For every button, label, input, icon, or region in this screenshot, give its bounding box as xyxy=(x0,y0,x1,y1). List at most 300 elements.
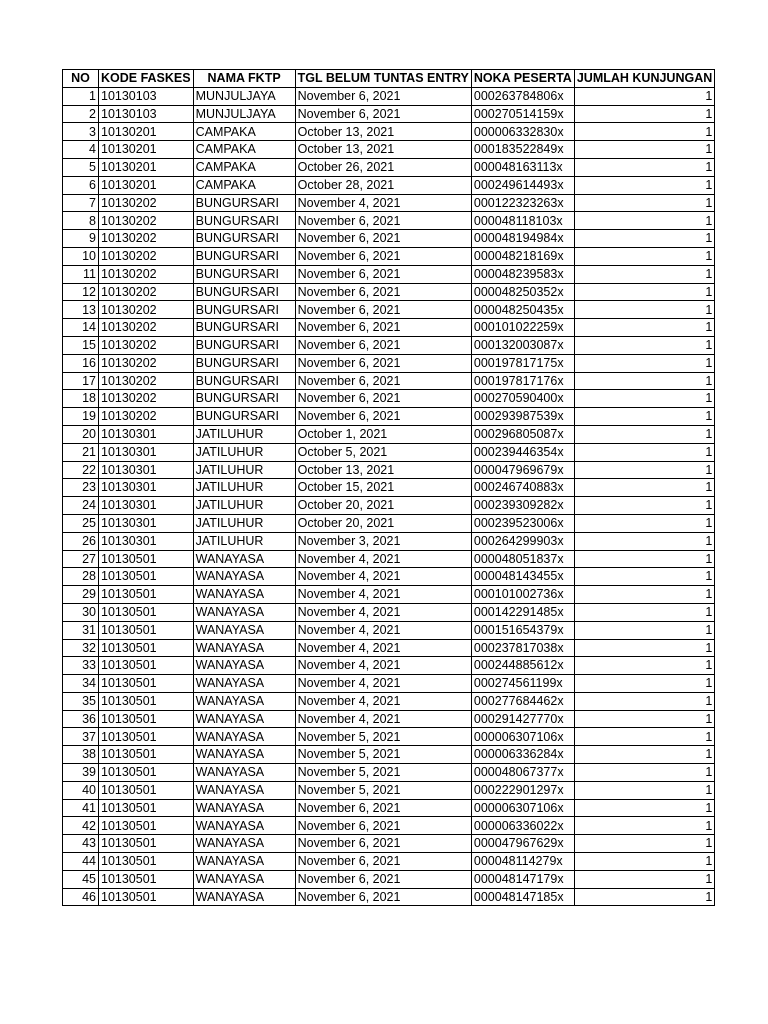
cell-kode-faskes: 10130501 xyxy=(99,835,194,853)
cell-no: 22 xyxy=(63,461,99,479)
header-noka-peserta: NOKA PESERTA xyxy=(471,70,574,88)
cell-nama-fktp: WANAYASA xyxy=(193,692,295,710)
cell-noka-peserta: 000263784806x xyxy=(471,87,574,105)
table-row xyxy=(63,123,715,141)
table-row xyxy=(63,746,715,764)
cell-jumlah-kunjungan: 1 xyxy=(574,123,714,141)
cell-jumlah-kunjungan: 1 xyxy=(574,194,714,212)
cell-no: 44 xyxy=(63,853,99,871)
cell-tgl-belum-tuntas-entry: November 6, 2021 xyxy=(295,817,471,835)
cell-nama-fktp: BUNGURSARI xyxy=(193,247,295,265)
cell-tgl-belum-tuntas-entry: November 6, 2021 xyxy=(295,390,471,408)
cell-no: 6 xyxy=(63,176,99,194)
cell-nama-fktp: WANAYASA xyxy=(193,888,295,906)
table-row xyxy=(63,817,715,835)
visit-table xyxy=(62,69,715,906)
table-row xyxy=(63,443,715,461)
cell-noka-peserta: 000101022259x xyxy=(471,319,574,337)
cell-kode-faskes: 10130103 xyxy=(99,105,194,123)
cell-nama-fktp: BUNGURSARI xyxy=(193,408,295,426)
cell-nama-fktp: WANAYASA xyxy=(193,817,295,835)
table-row xyxy=(63,497,715,515)
cell-tgl-belum-tuntas-entry: October 20, 2021 xyxy=(295,497,471,515)
cell-jumlah-kunjungan: 1 xyxy=(574,158,714,176)
cell-nama-fktp: CAMPAKA xyxy=(193,141,295,159)
cell-nama-fktp: JATILUHUR xyxy=(193,514,295,532)
cell-kode-faskes: 10130202 xyxy=(99,301,194,319)
cell-tgl-belum-tuntas-entry: November 6, 2021 xyxy=(295,870,471,888)
cell-kode-faskes: 10130202 xyxy=(99,194,194,212)
cell-no: 5 xyxy=(63,158,99,176)
cell-kode-faskes: 10130501 xyxy=(99,550,194,568)
cell-jumlah-kunjungan: 1 xyxy=(574,532,714,550)
cell-kode-faskes: 10130501 xyxy=(99,639,194,657)
cell-jumlah-kunjungan: 1 xyxy=(574,692,714,710)
cell-tgl-belum-tuntas-entry: November 5, 2021 xyxy=(295,728,471,746)
cell-kode-faskes: 10130501 xyxy=(99,781,194,799)
cell-jumlah-kunjungan: 1 xyxy=(574,372,714,390)
cell-jumlah-kunjungan: 1 xyxy=(574,212,714,230)
cell-tgl-belum-tuntas-entry: November 6, 2021 xyxy=(295,853,471,871)
cell-tgl-belum-tuntas-entry: November 6, 2021 xyxy=(295,301,471,319)
table-row xyxy=(63,283,715,301)
cell-jumlah-kunjungan: 1 xyxy=(574,764,714,782)
table-row xyxy=(63,888,715,906)
cell-tgl-belum-tuntas-entry: November 6, 2021 xyxy=(295,888,471,906)
cell-jumlah-kunjungan: 1 xyxy=(574,336,714,354)
table-row xyxy=(63,479,715,497)
cell-noka-peserta: 000048194984x xyxy=(471,230,574,248)
cell-no: 41 xyxy=(63,799,99,817)
cell-kode-faskes: 10130202 xyxy=(99,283,194,301)
cell-tgl-belum-tuntas-entry: November 6, 2021 xyxy=(295,230,471,248)
cell-noka-peserta: 000264299903x xyxy=(471,532,574,550)
cell-tgl-belum-tuntas-entry: November 5, 2021 xyxy=(295,764,471,782)
cell-noka-peserta: 000246740883x xyxy=(471,479,574,497)
cell-no: 25 xyxy=(63,514,99,532)
cell-noka-peserta: 000048250435x xyxy=(471,301,574,319)
table-row xyxy=(63,764,715,782)
cell-jumlah-kunjungan: 1 xyxy=(574,710,714,728)
cell-kode-faskes: 10130201 xyxy=(99,141,194,159)
cell-no: 34 xyxy=(63,675,99,693)
cell-no: 26 xyxy=(63,532,99,550)
cell-kode-faskes: 10130501 xyxy=(99,675,194,693)
cell-tgl-belum-tuntas-entry: October 20, 2021 xyxy=(295,514,471,532)
cell-kode-faskes: 10130501 xyxy=(99,603,194,621)
cell-noka-peserta: 000244885612x xyxy=(471,657,574,675)
cell-noka-peserta: 000142291485x xyxy=(471,603,574,621)
cell-noka-peserta: 000006336022x xyxy=(471,817,574,835)
cell-nama-fktp: WANAYASA xyxy=(193,675,295,693)
cell-noka-peserta: 000048067377x xyxy=(471,764,574,782)
cell-jumlah-kunjungan: 1 xyxy=(574,621,714,639)
cell-no: 39 xyxy=(63,764,99,782)
cell-nama-fktp: CAMPAKA xyxy=(193,158,295,176)
cell-kode-faskes: 10130202 xyxy=(99,247,194,265)
cell-nama-fktp: BUNGURSARI xyxy=(193,265,295,283)
cell-tgl-belum-tuntas-entry: November 6, 2021 xyxy=(295,212,471,230)
table-row xyxy=(63,710,715,728)
cell-nama-fktp: WANAYASA xyxy=(193,586,295,604)
cell-kode-faskes: 10130501 xyxy=(99,586,194,604)
cell-nama-fktp: BUNGURSARI xyxy=(193,336,295,354)
cell-tgl-belum-tuntas-entry: November 4, 2021 xyxy=(295,568,471,586)
cell-no: 20 xyxy=(63,425,99,443)
cell-noka-peserta: 000270590400x xyxy=(471,390,574,408)
cell-noka-peserta: 000239523006x xyxy=(471,514,574,532)
cell-kode-faskes: 10130301 xyxy=(99,532,194,550)
cell-kode-faskes: 10130301 xyxy=(99,461,194,479)
cell-tgl-belum-tuntas-entry: November 4, 2021 xyxy=(295,657,471,675)
table-row xyxy=(63,230,715,248)
cell-jumlah-kunjungan: 1 xyxy=(574,176,714,194)
cell-kode-faskes: 10130501 xyxy=(99,799,194,817)
cell-nama-fktp: JATILUHUR xyxy=(193,443,295,461)
cell-jumlah-kunjungan: 1 xyxy=(574,870,714,888)
table-row xyxy=(63,781,715,799)
cell-jumlah-kunjungan: 1 xyxy=(574,230,714,248)
cell-nama-fktp: WANAYASA xyxy=(193,568,295,586)
cell-jumlah-kunjungan: 1 xyxy=(574,746,714,764)
cell-nama-fktp: BUNGURSARI xyxy=(193,194,295,212)
cell-nama-fktp: CAMPAKA xyxy=(193,123,295,141)
cell-tgl-belum-tuntas-entry: November 3, 2021 xyxy=(295,532,471,550)
cell-nama-fktp: WANAYASA xyxy=(193,621,295,639)
cell-tgl-belum-tuntas-entry: October 15, 2021 xyxy=(295,479,471,497)
table-row xyxy=(63,425,715,443)
cell-jumlah-kunjungan: 1 xyxy=(574,319,714,337)
cell-nama-fktp: WANAYASA xyxy=(193,764,295,782)
cell-nama-fktp: WANAYASA xyxy=(193,799,295,817)
table-row xyxy=(63,657,715,675)
cell-jumlah-kunjungan: 1 xyxy=(574,853,714,871)
cell-noka-peserta: 000101002736x xyxy=(471,586,574,604)
cell-jumlah-kunjungan: 1 xyxy=(574,799,714,817)
cell-noka-peserta: 000006307106x xyxy=(471,799,574,817)
header-nama-fktp: NAMA FKTP xyxy=(193,70,295,88)
cell-noka-peserta: 000183522849x xyxy=(471,141,574,159)
cell-no: 28 xyxy=(63,568,99,586)
table-row xyxy=(63,265,715,283)
cell-jumlah-kunjungan: 1 xyxy=(574,781,714,799)
cell-noka-peserta: 000293987539x xyxy=(471,408,574,426)
cell-kode-faskes: 10130202 xyxy=(99,336,194,354)
cell-nama-fktp: BUNGURSARI xyxy=(193,283,295,301)
cell-jumlah-kunjungan: 1 xyxy=(574,354,714,372)
cell-tgl-belum-tuntas-entry: October 13, 2021 xyxy=(295,141,471,159)
cell-nama-fktp: JATILUHUR xyxy=(193,425,295,443)
cell-jumlah-kunjungan: 1 xyxy=(574,479,714,497)
cell-nama-fktp: MUNJULJAYA xyxy=(193,87,295,105)
cell-jumlah-kunjungan: 1 xyxy=(574,443,714,461)
cell-noka-peserta: 000048163113x xyxy=(471,158,574,176)
cell-no: 18 xyxy=(63,390,99,408)
table-row xyxy=(63,568,715,586)
cell-kode-faskes: 10130501 xyxy=(99,888,194,906)
table-row xyxy=(63,639,715,657)
cell-tgl-belum-tuntas-entry: November 5, 2021 xyxy=(295,746,471,764)
cell-jumlah-kunjungan: 1 xyxy=(574,586,714,604)
cell-nama-fktp: BUNGURSARI xyxy=(193,301,295,319)
table-row xyxy=(63,194,715,212)
cell-nama-fktp: BUNGURSARI xyxy=(193,354,295,372)
cell-nama-fktp: WANAYASA xyxy=(193,835,295,853)
table-row xyxy=(63,728,715,746)
cell-noka-peserta: 000048239583x xyxy=(471,265,574,283)
cell-noka-peserta: 000277684462x xyxy=(471,692,574,710)
cell-noka-peserta: 000132003087x xyxy=(471,336,574,354)
cell-nama-fktp: JATILUHUR xyxy=(193,479,295,497)
cell-noka-peserta: 000006336284x xyxy=(471,746,574,764)
cell-nama-fktp: JATILUHUR xyxy=(193,532,295,550)
cell-nama-fktp: WANAYASA xyxy=(193,639,295,657)
cell-tgl-belum-tuntas-entry: October 13, 2021 xyxy=(295,461,471,479)
cell-kode-faskes: 10130202 xyxy=(99,390,194,408)
cell-noka-peserta: 000006332830x xyxy=(471,123,574,141)
table-row xyxy=(63,176,715,194)
cell-tgl-belum-tuntas-entry: November 4, 2021 xyxy=(295,639,471,657)
cell-noka-peserta: 000222901297x xyxy=(471,781,574,799)
cell-tgl-belum-tuntas-entry: November 4, 2021 xyxy=(295,675,471,693)
cell-jumlah-kunjungan: 1 xyxy=(574,408,714,426)
cell-nama-fktp: BUNGURSARI xyxy=(193,372,295,390)
cell-no: 37 xyxy=(63,728,99,746)
cell-kode-faskes: 10130201 xyxy=(99,123,194,141)
cell-no: 24 xyxy=(63,497,99,515)
cell-kode-faskes: 10130201 xyxy=(99,158,194,176)
cell-tgl-belum-tuntas-entry: November 6, 2021 xyxy=(295,336,471,354)
cell-tgl-belum-tuntas-entry: October 5, 2021 xyxy=(295,443,471,461)
cell-jumlah-kunjungan: 1 xyxy=(574,247,714,265)
cell-kode-faskes: 10130201 xyxy=(99,176,194,194)
header-tgl-belum-tuntas-entry: TGL BELUM TUNTAS ENTRY xyxy=(295,70,471,88)
cell-jumlah-kunjungan: 1 xyxy=(574,265,714,283)
table-row xyxy=(63,835,715,853)
cell-tgl-belum-tuntas-entry: November 6, 2021 xyxy=(295,87,471,105)
cell-no: 8 xyxy=(63,212,99,230)
cell-jumlah-kunjungan: 1 xyxy=(574,728,714,746)
cell-no: 1 xyxy=(63,87,99,105)
cell-jumlah-kunjungan: 1 xyxy=(574,390,714,408)
cell-noka-peserta: 000239309282x xyxy=(471,497,574,515)
table-row xyxy=(63,247,715,265)
cell-tgl-belum-tuntas-entry: November 4, 2021 xyxy=(295,621,471,639)
cell-no: 16 xyxy=(63,354,99,372)
table-row xyxy=(63,586,715,604)
cell-no: 14 xyxy=(63,319,99,337)
cell-no: 36 xyxy=(63,710,99,728)
table-row xyxy=(63,319,715,337)
table-row xyxy=(63,621,715,639)
cell-noka-peserta: 000048114279x xyxy=(471,853,574,871)
spreadsheet-page xyxy=(62,69,715,906)
cell-tgl-belum-tuntas-entry: November 6, 2021 xyxy=(295,372,471,390)
table-row xyxy=(63,550,715,568)
table-row xyxy=(63,354,715,372)
cell-tgl-belum-tuntas-entry: November 4, 2021 xyxy=(295,710,471,728)
cell-kode-faskes: 10130501 xyxy=(99,764,194,782)
table-row xyxy=(63,301,715,319)
cell-tgl-belum-tuntas-entry: November 6, 2021 xyxy=(295,265,471,283)
table-row xyxy=(63,158,715,176)
header-jumlah-kunjungan: JUMLAH KUNJUNGAN xyxy=(574,70,714,88)
cell-jumlah-kunjungan: 1 xyxy=(574,141,714,159)
cell-tgl-belum-tuntas-entry: November 4, 2021 xyxy=(295,194,471,212)
cell-tgl-belum-tuntas-entry: November 6, 2021 xyxy=(295,408,471,426)
cell-jumlah-kunjungan: 1 xyxy=(574,105,714,123)
cell-nama-fktp: BUNGURSARI xyxy=(193,390,295,408)
cell-nama-fktp: BUNGURSARI xyxy=(193,230,295,248)
cell-tgl-belum-tuntas-entry: November 6, 2021 xyxy=(295,354,471,372)
cell-kode-faskes: 10130301 xyxy=(99,425,194,443)
cell-noka-peserta: 000197817176x xyxy=(471,372,574,390)
cell-no: 33 xyxy=(63,657,99,675)
header-row xyxy=(63,70,715,88)
cell-no: 4 xyxy=(63,141,99,159)
cell-noka-peserta: 000291427770x xyxy=(471,710,574,728)
cell-tgl-belum-tuntas-entry: November 4, 2021 xyxy=(295,550,471,568)
cell-tgl-belum-tuntas-entry: October 26, 2021 xyxy=(295,158,471,176)
cell-kode-faskes: 10130202 xyxy=(99,354,194,372)
cell-kode-faskes: 10130501 xyxy=(99,710,194,728)
cell-noka-peserta: 000006307106x xyxy=(471,728,574,746)
table-row xyxy=(63,212,715,230)
cell-nama-fktp: WANAYASA xyxy=(193,603,295,621)
cell-no: 10 xyxy=(63,247,99,265)
cell-jumlah-kunjungan: 1 xyxy=(574,835,714,853)
cell-no: 11 xyxy=(63,265,99,283)
cell-jumlah-kunjungan: 1 xyxy=(574,568,714,586)
cell-kode-faskes: 10130501 xyxy=(99,853,194,871)
cell-no: 23 xyxy=(63,479,99,497)
cell-kode-faskes: 10130301 xyxy=(99,514,194,532)
cell-noka-peserta: 000048218169x xyxy=(471,247,574,265)
cell-kode-faskes: 10130202 xyxy=(99,319,194,337)
table-row xyxy=(63,870,715,888)
table-row xyxy=(63,408,715,426)
cell-no: 35 xyxy=(63,692,99,710)
cell-no: 17 xyxy=(63,372,99,390)
cell-no: 46 xyxy=(63,888,99,906)
cell-jumlah-kunjungan: 1 xyxy=(574,514,714,532)
cell-tgl-belum-tuntas-entry: October 1, 2021 xyxy=(295,425,471,443)
table-body xyxy=(63,87,715,906)
cell-jumlah-kunjungan: 1 xyxy=(574,817,714,835)
cell-no: 3 xyxy=(63,123,99,141)
cell-jumlah-kunjungan: 1 xyxy=(574,425,714,443)
cell-nama-fktp: WANAYASA xyxy=(193,657,295,675)
cell-noka-peserta: 000122323263x xyxy=(471,194,574,212)
table-row xyxy=(63,105,715,123)
cell-no: 38 xyxy=(63,746,99,764)
cell-nama-fktp: WANAYASA xyxy=(193,870,295,888)
cell-noka-peserta: 000048250352x xyxy=(471,283,574,301)
cell-nama-fktp: MUNJULJAYA xyxy=(193,105,295,123)
cell-jumlah-kunjungan: 1 xyxy=(574,639,714,657)
table-row xyxy=(63,532,715,550)
cell-kode-faskes: 10130301 xyxy=(99,497,194,515)
cell-tgl-belum-tuntas-entry: November 6, 2021 xyxy=(295,799,471,817)
cell-no: 31 xyxy=(63,621,99,639)
cell-noka-peserta: 000270514159x xyxy=(471,105,574,123)
cell-noka-peserta: 000048143455x xyxy=(471,568,574,586)
table-row xyxy=(63,87,715,105)
cell-noka-peserta: 000048051837x xyxy=(471,550,574,568)
cell-noka-peserta: 000237817038x xyxy=(471,639,574,657)
cell-noka-peserta: 000047967629x xyxy=(471,835,574,853)
cell-kode-faskes: 10130202 xyxy=(99,372,194,390)
cell-nama-fktp: BUNGURSARI xyxy=(193,319,295,337)
cell-noka-peserta: 000274561199x xyxy=(471,675,574,693)
cell-no: 7 xyxy=(63,194,99,212)
cell-nama-fktp: WANAYASA xyxy=(193,781,295,799)
cell-jumlah-kunjungan: 1 xyxy=(574,87,714,105)
cell-tgl-belum-tuntas-entry: November 5, 2021 xyxy=(295,781,471,799)
cell-nama-fktp: JATILUHUR xyxy=(193,497,295,515)
cell-noka-peserta: 000239446354x xyxy=(471,443,574,461)
cell-jumlah-kunjungan: 1 xyxy=(574,550,714,568)
table-row xyxy=(63,692,715,710)
cell-jumlah-kunjungan: 1 xyxy=(574,301,714,319)
cell-noka-peserta: 000047969679x xyxy=(471,461,574,479)
cell-no: 43 xyxy=(63,835,99,853)
cell-jumlah-kunjungan: 1 xyxy=(574,497,714,515)
cell-nama-fktp: WANAYASA xyxy=(193,710,295,728)
cell-nama-fktp: WANAYASA xyxy=(193,728,295,746)
cell-nama-fktp: WANAYASA xyxy=(193,746,295,764)
cell-kode-faskes: 10130501 xyxy=(99,621,194,639)
header-kode-faskes: KODE FASKES xyxy=(99,70,194,88)
cell-no: 30 xyxy=(63,603,99,621)
cell-kode-faskes: 10130501 xyxy=(99,870,194,888)
cell-no: 42 xyxy=(63,817,99,835)
cell-noka-peserta: 000048118103x xyxy=(471,212,574,230)
cell-no: 32 xyxy=(63,639,99,657)
cell-nama-fktp: WANAYASA xyxy=(193,853,295,871)
table-row xyxy=(63,372,715,390)
cell-kode-faskes: 10130501 xyxy=(99,728,194,746)
cell-jumlah-kunjungan: 1 xyxy=(574,888,714,906)
cell-nama-fktp: WANAYASA xyxy=(193,550,295,568)
cell-noka-peserta: 000249614493x xyxy=(471,176,574,194)
table-row xyxy=(63,390,715,408)
cell-tgl-belum-tuntas-entry: November 4, 2021 xyxy=(295,692,471,710)
table-row xyxy=(63,603,715,621)
table-row xyxy=(63,675,715,693)
cell-kode-faskes: 10130202 xyxy=(99,408,194,426)
cell-no: 21 xyxy=(63,443,99,461)
cell-nama-fktp: CAMPAKA xyxy=(193,176,295,194)
cell-kode-faskes: 10130103 xyxy=(99,87,194,105)
cell-no: 12 xyxy=(63,283,99,301)
cell-kode-faskes: 10130202 xyxy=(99,230,194,248)
cell-kode-faskes: 10130501 xyxy=(99,657,194,675)
table-row xyxy=(63,853,715,871)
cell-no: 2 xyxy=(63,105,99,123)
cell-no: 13 xyxy=(63,301,99,319)
cell-nama-fktp: BUNGURSARI xyxy=(193,212,295,230)
cell-noka-peserta: 000048147185x xyxy=(471,888,574,906)
cell-nama-fktp: JATILUHUR xyxy=(193,461,295,479)
table-row xyxy=(63,336,715,354)
cell-no: 40 xyxy=(63,781,99,799)
cell-noka-peserta: 000296805087x xyxy=(471,425,574,443)
cell-kode-faskes: 10130202 xyxy=(99,212,194,230)
cell-no: 27 xyxy=(63,550,99,568)
cell-tgl-belum-tuntas-entry: November 6, 2021 xyxy=(295,247,471,265)
cell-jumlah-kunjungan: 1 xyxy=(574,461,714,479)
